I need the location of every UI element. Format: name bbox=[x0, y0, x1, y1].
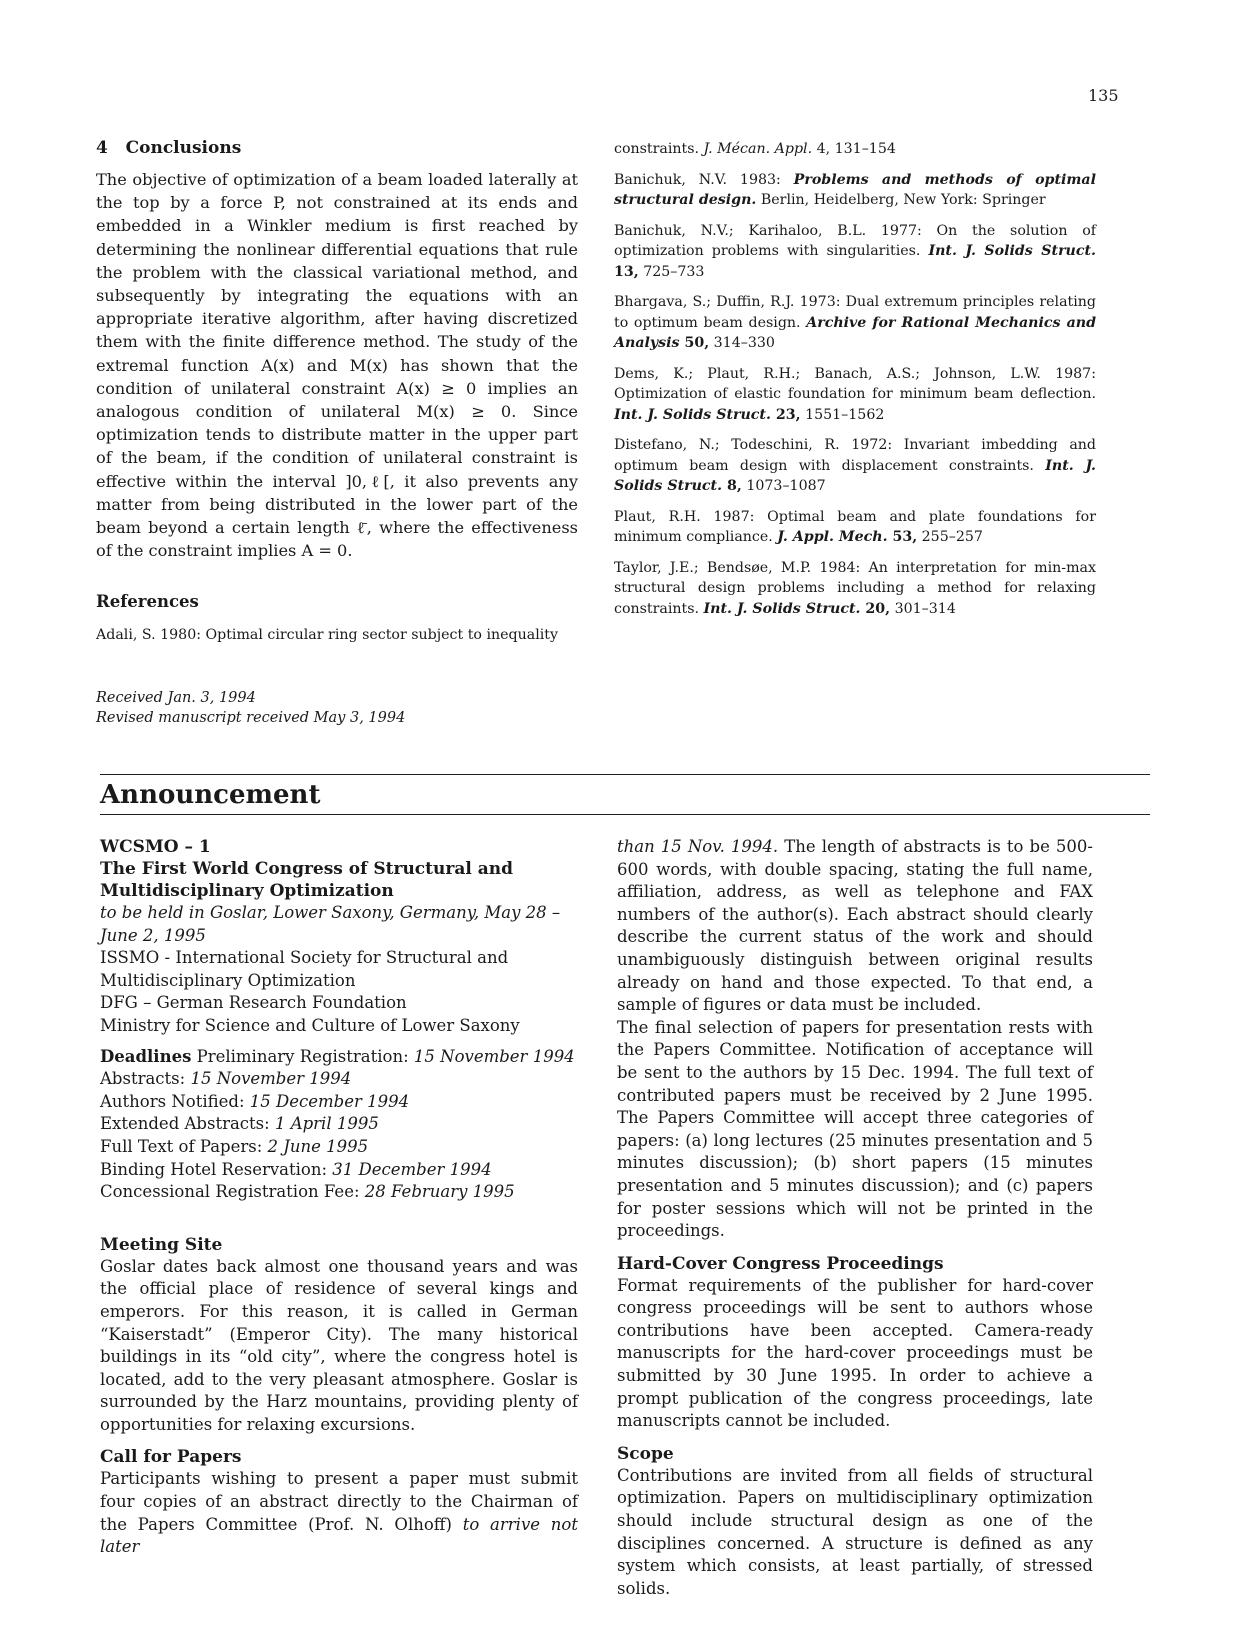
deadline-item: Abstracts: 15 November 1994 bbox=[100, 1069, 352, 1089]
dems-journal: Int. J. Solids Struct. bbox=[614, 406, 771, 423]
deadline-item: Deadlines Preliminary Registration: 15 November 1994 bbox=[100, 1046, 575, 1066]
reference-distefano: Distefano, N.; Todeschini, R. 1972: Invariant imbedding and optimum beam design with displacement constraints. Int. J. Solids Struct. 8, 1073–1087 bbox=[614, 437, 1096, 494]
deadline-item: Full Text of Papers: 2 June 1995 bbox=[100, 1136, 369, 1156]
organizer-ministry: Ministry for Science and Culture of Lower Saxony bbox=[100, 1015, 520, 1035]
reference-adali: Adali, S. 1980: Optimal circular ring sector subject to inequality bbox=[96, 627, 559, 644]
banichuk-book-title: Problems and methods of optimal structural design. bbox=[614, 171, 1096, 208]
announcement-left-column bbox=[100, 836, 578, 1559]
announcement-right-column bbox=[617, 836, 1093, 1600]
references-heading: References bbox=[96, 592, 199, 612]
taylor-journal: Int. J. Solids Struct. bbox=[703, 600, 861, 617]
adali-journal: J. Mécan. Appl. bbox=[703, 141, 813, 157]
deadline-item: Concessional Registration Fee: 28 February 1995 bbox=[100, 1182, 515, 1202]
organizer-dfg: DFG – German Research Foundation bbox=[100, 993, 407, 1013]
call-for-papers-continued: than 15 Nov. 1994. The length of abstracts is to be 500-600 words, with double spacing, stating the full name, affiliation, address, as well as telephone and FAX numbers of the author(s). Each abstract should clearly describe the current status of the work and should unambiguously distinguish between original results already on hand and those expected. To that end, a sample of figures or data must be included. bbox=[617, 837, 1093, 1015]
revised-line: Revised manuscript received May 3, 1994 bbox=[96, 710, 406, 726]
reference-bhargava: Bhargava, S.; Duffin, R.J. 1973: Dual extremum principles relating to optimum beam design. Archive for Rational Mechanics and Analysis 50, 314–330 bbox=[614, 294, 1096, 351]
left-column-top bbox=[96, 138, 578, 656]
call-for-papers-text: Participants wishing to present a paper must submit four copies of an abstract directly to the Chairman of the Papers Committee (Prof. N. Olhoff) to arrive not later bbox=[100, 1469, 578, 1557]
call-for-papers-heading: Call for Papers bbox=[100, 1447, 242, 1468]
deadlines-label: Deadlines bbox=[100, 1046, 192, 1066]
reference-dems: Dems, K.; Plaut, R.H.; Banach, A.S.; Johnson, L.W. 1987: Optimization of elastic foundation for minimum beam deflection. Int. J. Solids Struct. 23, 1551–1562 bbox=[614, 365, 1096, 423]
received-line: Received Jan. 3, 1994 bbox=[96, 690, 256, 706]
reference-taylor: Taylor, J.E.; Bendsøe, M.P. 1984: An interpretation for min-max structural design problems including a method for relaxing constraints. Int. J. Solids Struct. 20, 301–314 bbox=[614, 559, 1096, 617]
deadline-item: Authors Notified: 15 December 1994 bbox=[100, 1091, 410, 1111]
right-column-top bbox=[614, 139, 1096, 629]
congress-venue-dates: to be held in Goslar, Lower Saxony, Germany, May 28 – June 2, 1995 bbox=[100, 903, 561, 945]
scope-heading: Scope bbox=[617, 1443, 674, 1464]
congress-title: The First World Congress of Structural and Multidisciplinary Optimization bbox=[100, 859, 513, 901]
scope-text: Contributions are invited from all fields of structural optimization. Papers on multidisciplinary optimization should include structural design as one of the disciplines concerned. A structure is defined as any system which consists, at least partially, of stressed solids. bbox=[617, 1465, 1093, 1598]
bhargava-journal: Archive for Rational Mechanics and Analysis bbox=[614, 314, 1096, 351]
conclusions-heading: 4 Conclusions bbox=[96, 138, 242, 158]
plaut-journal: J. Appl. Mech. bbox=[777, 529, 888, 545]
reference-banichuk-1977: Banichuk, N.V.; Karihaloo, B.L. 1977: On the solution of optimization problems with singularities. Int. J. Solids Struct. 13, 725–733 bbox=[614, 222, 1096, 280]
wcsmo-heading: WCSMO – 1 bbox=[100, 837, 211, 857]
meeting-site-heading: Meeting Site bbox=[100, 1234, 223, 1255]
reference-adali-continued: constraints. J. Mécan. Appl. 4, 131–154 bbox=[614, 141, 896, 157]
deadline-item: Binding Hotel Reservation: 31 December 1994 bbox=[100, 1159, 492, 1179]
deadlines-list bbox=[100, 1046, 578, 1204]
distefano-journal: Int. J. Solids Struct. bbox=[614, 457, 1096, 494]
conclusions-paragraph: The objective of optimization of a beam loaded laterally at the top by a force P, not constrained at its ends and embedded in a Winkler medium is first reached by determining the nonlinear differential equations that rule the problem with the classical variational method, and subsequently by integrating the equations with an appropriate iterative algorithm, after having discretized them with the finite difference method. The study of the extremal function A(x) and M(x) has shown that the condition of unilateral constraint A(x) ≥ 0 implies an analogous condition of unilateral M(x) ≥ 0. Since optimization tends to distribute matter in the upper part of the beam, if the condition of unilateral constraint is effective within the interval ]0,ℓ[, it also prevents any matter from being distributed in the lower part of the beam beyond a certain length ℓ̄, where the effectiveness of the constraint implies A = 0. bbox=[96, 170, 578, 561]
organizer-issmo: ISSMO - International Society for Structural and Multidisciplinary Optimization bbox=[100, 948, 509, 990]
hardcover-text: Format requirements of the publisher for hard-cover congress proceedings will be sent to authors whose contributions have been accepted. Camera-ready manuscripts for the hard-cover proceedings must be submitted by 30 June 1995. In order to achieve a prompt publication of the congress proceedings, late manuscripts cannot be included. bbox=[617, 1275, 1093, 1431]
reference-plaut: Plaut, R.H. 1987: Optimal beam and plate foundations for minimum compliance. J. Appl. Mech. 53, 255–257 bbox=[614, 508, 1096, 545]
reference-banichuk-1983: Banichuk, N.V. 1983: Problems and methods of optimal structural design. Berlin, Heidelberg, New York: Springer bbox=[614, 171, 1096, 208]
announcement-bottom-rule bbox=[100, 814, 1150, 815]
deadline-item: Extended Abstracts: 1 April 1995 bbox=[100, 1114, 379, 1134]
hardcover-heading: Hard-Cover Congress Proceedings bbox=[617, 1253, 944, 1274]
paper-selection-text: The final selection of papers for presentation rests with the Papers Committee. Notification of acceptance will be sent to the authors by 15 Dec. 1994. The full text of contributed papers must be received by 2 June 1995. The Papers Committee will accept three categories of papers: (a) long lectures (25 minutes presentation and 5 minutes discussion); (b) short papers (15 minutes presentation and 5 minutes discussion); and (c) papers for poster sessions which will not be printed in the proceedings. bbox=[617, 1017, 1093, 1241]
meeting-site-text: Goslar dates back almost one thousand years and was the official place of residence of several kings and emperors. For this reason, it is called in German “Kaiserstadt” (Emperor City). The many historical buildings in its “old city”, where the congress hotel is located, add to the very pleasant atmosphere. Goslar is surrounded by the Harz mountains, providing plenty of opportunities for relaxing excursions. bbox=[100, 1256, 578, 1434]
page-number: 135 bbox=[1088, 86, 1119, 105]
announcement-top-rule bbox=[100, 774, 1150, 775]
banichuk-journal: Int. J. Solids Struct. bbox=[928, 243, 1096, 259]
received-dates bbox=[96, 688, 405, 728]
announcement-title: Announcement bbox=[100, 780, 321, 810]
